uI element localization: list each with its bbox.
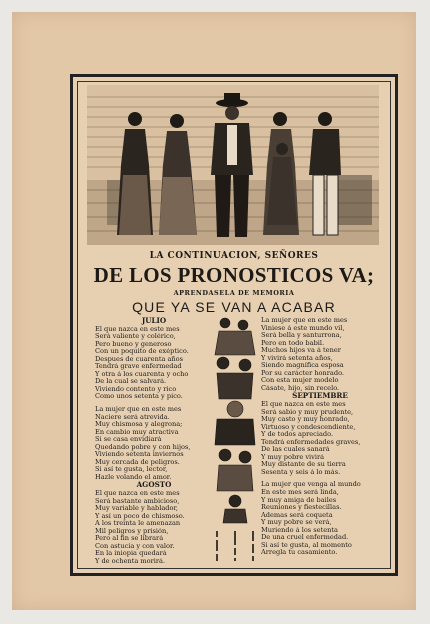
verse-line: Muy cercada de peligros. [95, 458, 180, 466]
verse-line: Y muy pobre se verá, [261, 519, 332, 527]
verse-line: En este mes será linda, [261, 489, 339, 497]
verse-line: Y muy amiga de bailes [261, 496, 337, 504]
verse-line: Muy distante de su tierra [261, 461, 346, 469]
verse-line: Naciere será atrevida. [95, 413, 170, 421]
verse-line: La mujer que en este mes [95, 406, 182, 414]
verse-line: Siendo magnífica esposa [261, 362, 344, 370]
verse-line: De las cuales sanará [261, 446, 330, 454]
verse-line: Tendrá enfermedades graves, [261, 438, 361, 446]
verse-line: De la cual se salvará. [95, 378, 167, 386]
verse-line: Si así te gusta, al momento [261, 541, 352, 549]
month-heading: SEPTIEMBRE [292, 391, 348, 401]
broadside-sheet [12, 12, 416, 610]
verse-line: Será bella y santurrona, [261, 332, 342, 340]
verse-line: A los treinta le amenazan [95, 520, 181, 528]
subtitle-line: APRENDASELA DE MEMORIA [173, 289, 295, 297]
woodcut-illustration [87, 85, 379, 245]
verse-line: Será valiente y colérico, [95, 333, 176, 341]
verse-line: Y muy pobre vivirá [261, 453, 325, 461]
title-line-4: QUE YA SE VAN A ACABAR [132, 299, 336, 315]
verse-line: Por su carácter honrado. [261, 369, 345, 377]
month-heading: AGOSTO [136, 480, 172, 490]
main-title: DE LOS PRONOSTICOS VA; [93, 263, 375, 287]
verse-line: Hazle volando el amor. [95, 473, 172, 481]
verse-line: Y otra á los cuarenta y ocho [95, 370, 189, 378]
verse-line: Muy variable y hablador, [95, 505, 178, 513]
verse-line: Pero en todo babil. [261, 339, 325, 347]
verse-line: Viviendo contento y rico [95, 385, 177, 393]
verse-line: Viviendo setenta inviernos [95, 451, 184, 459]
verse-line: Quedando pobre y con hijos, [95, 443, 191, 451]
verse-line: Pero bueno y generoso [95, 340, 172, 348]
verse-line: Sesenta y seis á lo más. [261, 468, 341, 476]
verse-line: Con esta mujer modelo [261, 377, 339, 385]
verse-line: El que nazca en este mes [261, 401, 346, 409]
verse-line: Tendrá grave enfermedad [95, 363, 182, 371]
print-frame [70, 74, 398, 576]
title-line-1: LA CONTINUACION, SEÑORES [149, 251, 319, 261]
verse-line: Pero al fin se librará [95, 535, 164, 543]
verse-line: Muy chismosa y alegrona; [95, 421, 183, 429]
verse-line: Será bastante ambicioso, [95, 497, 180, 505]
verse-line: Y de ochenta morirá. [95, 557, 166, 565]
verse-line: La mujer que venga al mundo [261, 481, 361, 489]
verse-line: De una cruel enfermedad. [261, 534, 349, 542]
verse-line: Si así te gusta, lector, [95, 466, 168, 474]
verse-line: Mil peligros y prisión, [95, 527, 169, 535]
verse-line: Con un poquito de exéptico. [95, 348, 189, 356]
verse-line: En la iniopia quedará [95, 550, 167, 558]
central-ornament [211, 315, 259, 563]
verse-line: En cambio muy atractiva [95, 428, 179, 436]
verse-line: Viniese á este mundo vil, [261, 324, 345, 332]
verse-line: Y de todos apreciado. [261, 431, 334, 439]
verse-line: Arregla tu casamiento. [261, 549, 338, 557]
verse-line: Virtuoso y condescendiente, [261, 423, 356, 431]
verse-line: Y vivirá setenta años, [261, 354, 333, 362]
verse-line: La mujer que en este mes [261, 317, 348, 324]
verse-line: Reuniones y fiestecillas. [261, 504, 342, 512]
verse-line: Como unos setenta y pico. [95, 393, 183, 401]
verse-line: El que nazca en este mes [95, 490, 180, 498]
verse-line: Muchos hijos va á tener [261, 347, 341, 355]
verse-line: El que nazca en este mes [95, 325, 180, 333]
verse-line: Y así un poco de chismoso. [95, 512, 185, 520]
verse-line: Ademas será coqueta [261, 511, 333, 519]
verse-column-left [95, 317, 213, 566]
month-heading: JULIO [141, 316, 167, 325]
verse-column-right [261, 317, 379, 557]
verse-line: Con astucia y con valor. [95, 542, 175, 550]
verse-line: Será sabio y muy prudente, [261, 408, 354, 416]
verse-line: Muriendo á los setenta [261, 526, 338, 534]
verse-line: Despues de cuarenta años [95, 355, 184, 363]
verse-line: Cásate, hijo, sin recelo. [261, 384, 340, 392]
verse-line: Muy casto y muy honrado, [261, 416, 350, 424]
verse-line: Si se casa envidiará [95, 436, 162, 444]
